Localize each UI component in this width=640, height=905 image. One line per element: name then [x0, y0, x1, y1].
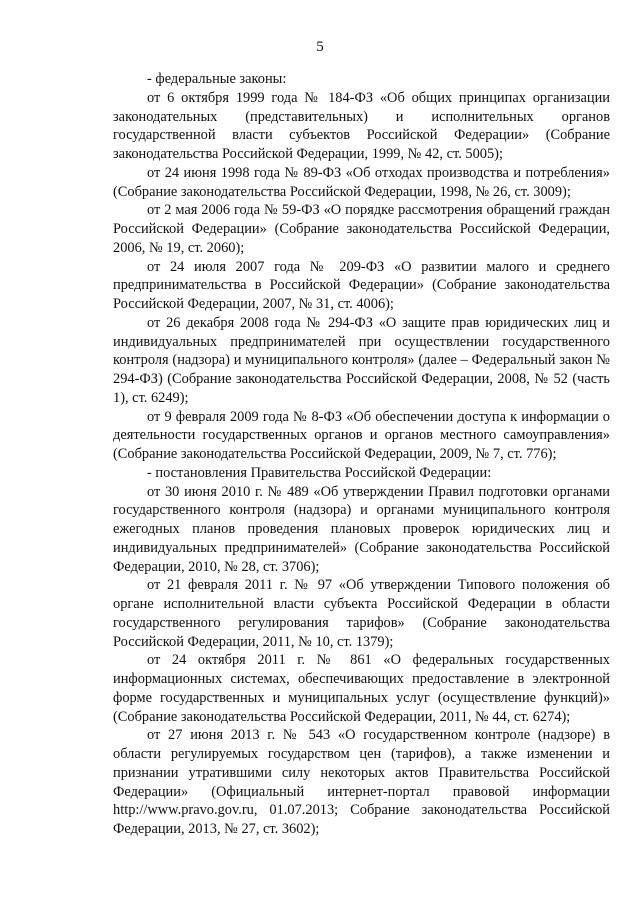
law-item-294-fz: от 26 декабря 2008 года № 294-ФЗ «О защите прав юридических лиц и индивидуальных предпринимателей при осуществлении государственного контроля (надзора) и муниципального контроля» (далее – Федеральный закон № 294-ФЗ) (Собрание законодательства Российской Федерации, 2008, № 52 (часть 1), ст. 6249); — [113, 314, 610, 406]
page-number: 5 — [316, 39, 324, 55]
law-item-89-fz: от 24 июня 1998 года № 89-ФЗ «Об отходах производства и потребления» (Собрание законодательства Российской Федерации, 1998, № 26, ст. 3009); — [113, 164, 610, 200]
law-item-8-fz: от 9 февраля 2009 года № 8-ФЗ «Об обеспечении доступа к информации о деятельности государственных органов и органов местного самоуправления» (Собрание законодательства Российской Федерации, 2009, № 7, ст. 776); — [113, 408, 610, 462]
resolution-item-543: от 27 июня 2013 г. № 543 «О государственном контроле (надзоре) в области регулируемых государством цен (тарифов), а также изменении и признании утратившими силу некоторых актов Правительства Российской Федерации» (Официальный интернет-портал правовой информации http://www.pravo.gov.ru, 01.07.2013; Собрание законодательства Российской Федерации, 2013, № 27, ст. 3602); — [113, 727, 610, 837]
resolution-item-861: от 24 октября 2011 г. № 861 «О федеральных государственных информационных системах, обеспечивающих предоставление в электронной форме государственных и муниципальных услуг (осуществление функций)» (Собрание законодательства Российской Федерации, 2011, № 44, ст. 6274); — [113, 652, 610, 725]
section-heading-government-resolutions: - постановления Правительства Российской Федерации: — [147, 464, 492, 481]
section-heading-federal-laws: - федеральные законы: — [147, 71, 287, 87]
law-item-59-fz: от 2 мая 2006 года № 59-ФЗ «О порядке рассмотрения обращений граждан Российской Федерации» (Собрание законодательства Российской Федерации, 2006, № 19, ст. 2060); — [113, 202, 610, 256]
law-item-209-fz: от 24 июля 2007 года № 209-ФЗ «О развитии малого и среднего предпринимательства в Российской Федерации» (Собрание законодательства Российской Федерации, 2007, № 31, ст. 4006); — [113, 258, 610, 312]
document-body — [113, 70, 610, 839]
resolution-item-97: от 21 февраля 2011 г. № 97 «Об утверждении Типового положения об органе исполнительной власти субъекта Российской Федерации в области государственного регулирования тарифов» (Собрание законодательства Российской Федерации, 2011, № 10, ст. 1379); — [113, 577, 610, 650]
resolution-item-489: от 30 июня 2010 г. № 489 «Об утверждении Правил подготовки органами государственного контроля (надзора) и органами муниципального контроля ежегодных планов проведения плановых проверок юридических лиц и индивидуальных предпринимателей» (Собрание законодательства Российской Федерации, 2010, № 28, ст. 3706); — [113, 483, 610, 575]
law-item-184-fz: от 6 октября 1999 года № 184-ФЗ «Об общих принципах организации законодательных (представительных) и исполнительных органов государственной власти субъектов Российской Федерации» (Собрание законодательства Российской Федерации, 1999, № 42, ст. 5005); — [113, 89, 610, 162]
